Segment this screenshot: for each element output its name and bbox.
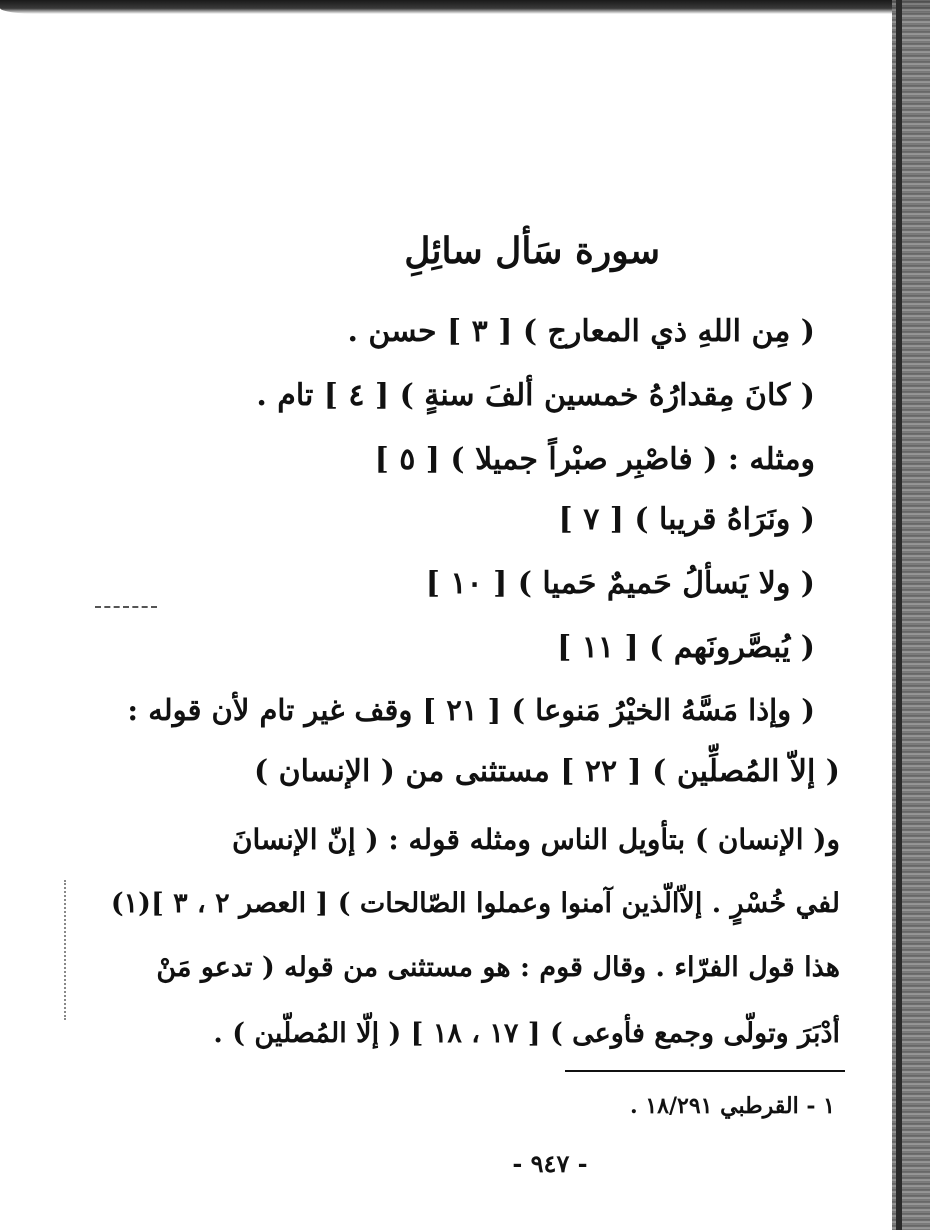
- text-line-2: ( كانَ مِقدارُهُ خمسين ألفَ سنةٍ ) [ ٤ ] تام .: [256, 378, 815, 413]
- text-line-1: ( مِن اللهِ ذي المعارج ) [ ٣ ] حسن .: [347, 314, 815, 349]
- footnote-rule: [565, 1070, 845, 1072]
- text-line-5: ( ولا يَسألُ حَميمٌ حَميا ) [ ١٠ ]: [425, 566, 815, 601]
- text-line-12: أدْبَرَ وتولّى وجمع فأوعى ) [ ١٧ ، ١٨ ] ( إلّا المُصلّين ) .: [213, 1018, 840, 1049]
- footnote: ١ - القرطبي ١٨/٢٩١ .: [630, 1093, 835, 1119]
- text-line-11: هذا قول الفرّاء . وقال قوم : هو مستثنى من قوله ( تدعو مَنْ: [156, 952, 840, 983]
- surah-title: سورة سَأل سائِلِ: [404, 230, 660, 272]
- text-line-8: ( إلاّ المُصلِّين ) [ ٢٢ ] مستثنى من ( الإنسان ): [253, 754, 840, 789]
- text-line-7: ( وإذا مَسَّهُ الخيْرُ مَنوعا ) [ ٢١ ] وقف غير تام لأن قوله :: [127, 693, 815, 727]
- page-number: - ٩٤٧ -: [512, 1149, 588, 1178]
- text-line-6: ( يُبصَّرونَهم ) [ ١١ ]: [557, 630, 815, 665]
- text-line-3: ومثله : ( فاصْبِر صبْراً جميلا ) [ ٥ ]: [374, 442, 815, 477]
- text-line-9: و( الإنسان ) بتأويل الناس ومثله قوله : ( إنّ الإنسانَ: [231, 823, 840, 856]
- text-line-4: ( ونَرَاهُ قريبا ) [ ٧ ]: [558, 502, 815, 537]
- text-line-10: لفي خُسْرٍ . إلاّالّذين آمنوا وعملوا الصّالحات ) [ العصر ٢ ، ٣ ](١): [110, 888, 840, 919]
